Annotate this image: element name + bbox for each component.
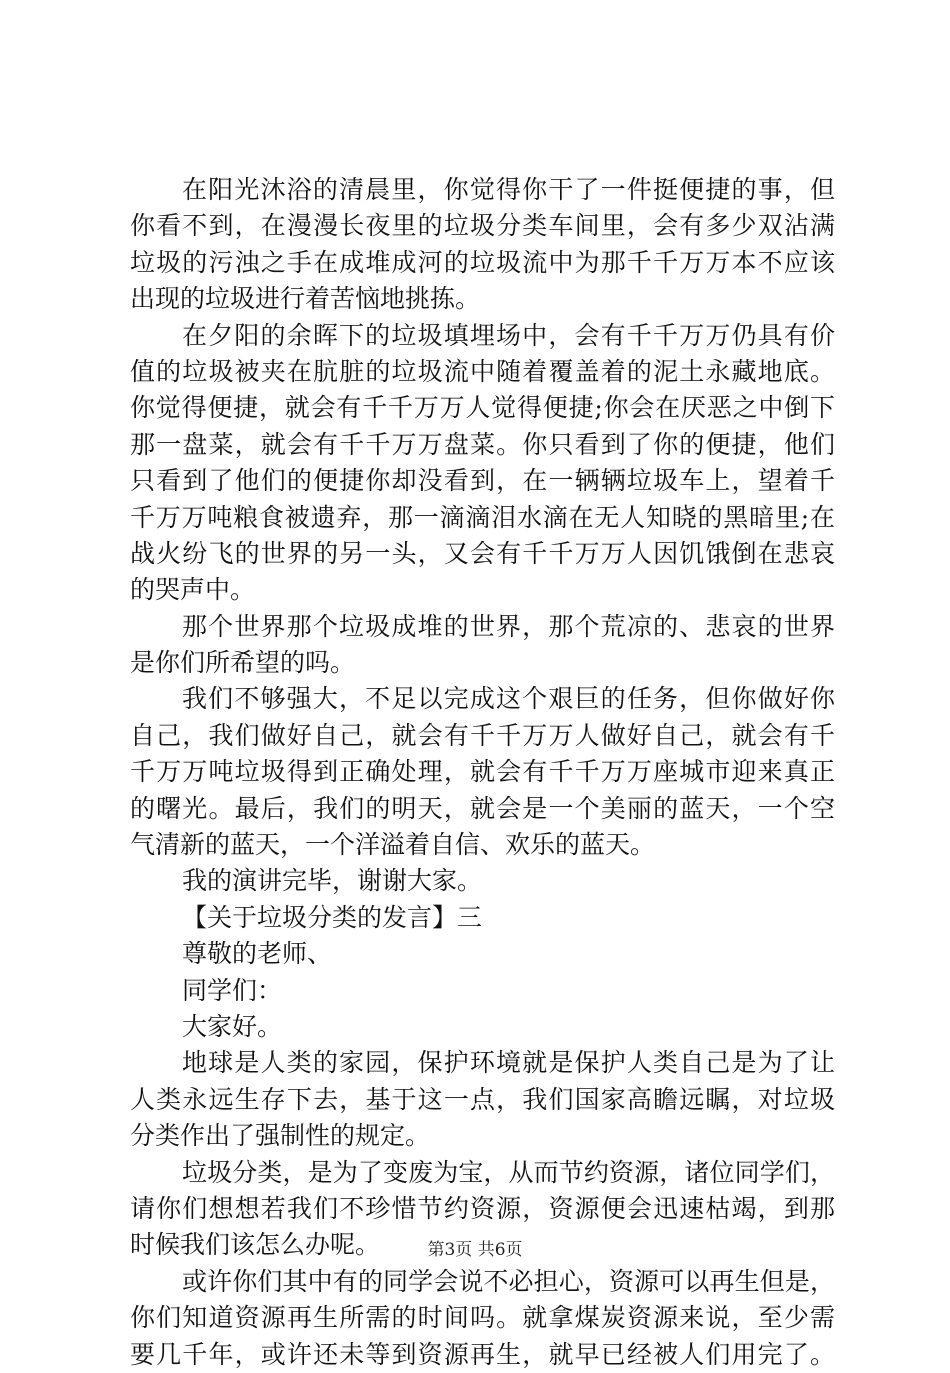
text-line: 时候我们该怎么办呢。	[130, 1230, 381, 1260]
text-line: 的哭声中。	[130, 575, 256, 605]
document-body	[130, 172, 835, 1373]
text-line: 那个世界那个垃圾成堆的世界，那个荒凉的、悲哀的世界	[182, 611, 835, 641]
text-line: 在阳光沐浴的清晨里，你觉得你干了一件挺便捷的事，但	[182, 175, 835, 204]
text-line: 只看到了他们的便捷你却没看到，在一辆辆垃圾车上，望着千	[130, 466, 835, 496]
text-line: 千万万吨粮食被遗弃，那一滴滴泪水滴在无人知晓的黑暗里;在	[130, 502, 835, 532]
text-line: 自己，我们做好自己，就会有千千万万人做好自己，就会有千	[130, 720, 835, 750]
text-line: 千万万吨垃圾得到正确处理，就会有千千万万座城市迎来真正	[130, 757, 835, 787]
text-line: 请你们想想若我们不珍惜节约资源，资源便会迅速枯竭，到那	[130, 1193, 835, 1223]
text-line: 人类永远生存下去，基于这一点，我们国家高瞻远瞩，对垃圾	[130, 1084, 835, 1114]
text-line: 气清新的蓝天，一个洋溢着自信、欢乐的蓝天。	[130, 830, 656, 860]
text-line: 是你们所希望的吗。	[130, 648, 356, 678]
text-line: 你觉得便捷，就会有千千万万人觉得便捷;你会在厌恶之中倒下	[130, 393, 835, 423]
text-line: 【关于垃圾分类的发言】三	[182, 902, 483, 932]
text-line: 值的垃圾被夹在肮脏的垃圾流中随着覆盖着的泥土永藏地底。	[130, 356, 835, 386]
text-line: 尊敬的老师、	[182, 939, 333, 969]
page-number-footer: 第3页 共6页	[427, 1240, 523, 1260]
text-line: 在夕阳的余晖下的垃圾填埋场中，会有千千万万仍具有价	[182, 320, 835, 350]
text-line: 那一盘菜，就会有千千万万盘菜。你只看到了你的便捷，他们	[130, 429, 835, 459]
text-line: 大家好。	[182, 1011, 283, 1041]
text-line: 垃圾的污浊之手在成堆成河的垃圾流中为那千千万万本不应该	[130, 247, 835, 277]
text-line: 同学们：	[182, 975, 283, 1005]
text-line: 分类作出了强制性的规定。	[130, 1121, 431, 1151]
text-line: 地球是人类的家园，保护环境就是保护人类自己是为了让	[182, 1048, 835, 1078]
text-line: 的曙光。最后，我们的明天，就会是一个美丽的蓝天，一个空	[130, 793, 835, 823]
text-line: 战火纷飞的世界的另一头，又会有千千万万人因饥饿倒在悲哀	[130, 538, 835, 568]
text-line: 我们不够强大，不足以完成这个艰巨的任务，但你做好你	[182, 684, 835, 714]
text-line: 我的演讲完毕，谢谢大家。	[182, 866, 483, 896]
text-line: 你们知道资源再生所需的时间吗。就拿煤炭资源来说，至少需	[130, 1303, 835, 1333]
text-line: 垃圾分类，是为了变废为宝，从而节约资源，诸位同学们，	[182, 1157, 835, 1187]
text-line: 出现的垃圾进行着苦恼地挑拣。	[130, 284, 481, 314]
text-line: 要几千年，或许还未等到资源再生，就早已经被人们用完了。	[130, 1339, 835, 1369]
text-line: 或许你们其中有的同学会说不必担心，资源可以再生但是，	[182, 1266, 835, 1296]
text-line: 你看不到，在漫漫长夜里的垃圾分类车间里，会有多少双沾满	[130, 211, 835, 241]
